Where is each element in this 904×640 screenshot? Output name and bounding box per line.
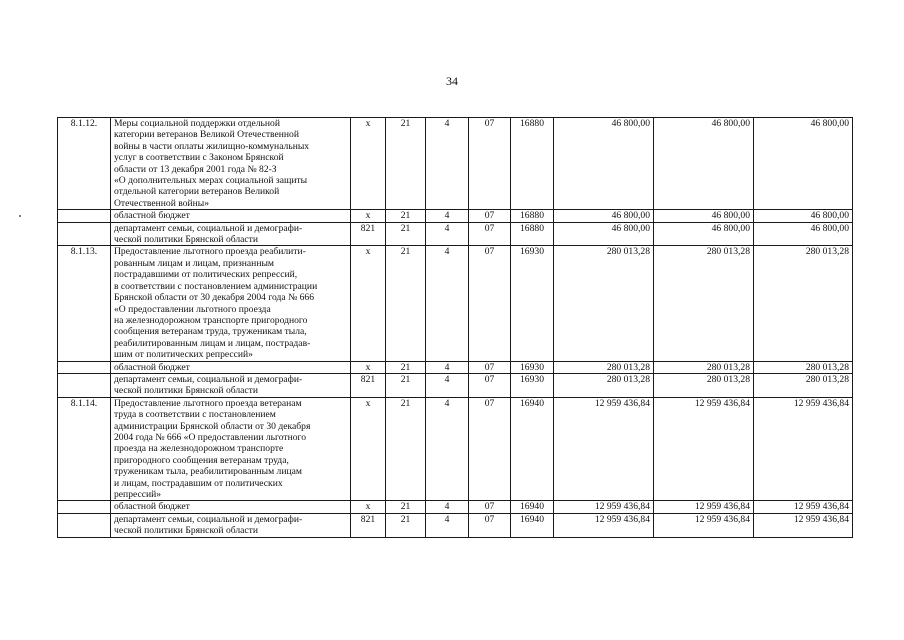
code-item: 16940 — [511, 513, 554, 537]
amount-1: 46 800,00 — [554, 118, 654, 210]
code-target: 07 — [469, 210, 511, 222]
budget-table-body — [58, 118, 853, 538]
amount-3: 46 800,00 — [754, 210, 853, 222]
amount-1: 46 800,00 — [554, 222, 654, 246]
row-index: 8.1.13. — [58, 246, 111, 361]
amount-3: 280 013,28 — [754, 373, 853, 397]
code-admin: 821 — [351, 373, 386, 397]
row-description — [111, 361, 351, 373]
table-row — [58, 118, 853, 210]
description-line: «О предоставлении льготного проезда — [114, 303, 271, 315]
row-description — [111, 373, 351, 397]
code-section: 21 — [386, 373, 426, 397]
row-description — [111, 513, 351, 537]
code-item: 16930 — [511, 373, 554, 397]
code-subsection: 4 — [426, 501, 469, 513]
description-line: отдельной категории ветеранов Великой — [114, 186, 280, 198]
description-line: репрессий» — [114, 489, 162, 500]
description-line: департамент семьи, социальной и демографи- — [114, 222, 303, 234]
amount-2: 12 959 436,84 — [654, 501, 754, 513]
code-section: 21 — [386, 501, 426, 513]
description-line: услуг в соответствии с Законом Брянской — [114, 152, 284, 164]
description-line: департамент семьи, социальной и демографи- — [114, 373, 303, 385]
code-subsection: 4 — [426, 397, 469, 501]
row-index: 8.1.14. — [58, 397, 111, 501]
row-index — [58, 210, 111, 222]
amount-1: 280 013,28 — [554, 246, 654, 361]
description-line: Отечественной войны» — [114, 197, 210, 209]
amount-3: 46 800,00 — [754, 222, 853, 246]
description-line: пригородного сообщения ветеранам труда, — [114, 454, 289, 466]
code-section: 21 — [386, 210, 426, 222]
description-line: в соответствии с постановлением администрации — [114, 280, 318, 292]
table-row — [58, 222, 853, 246]
description-line: войны в части оплаты жилищно-коммунальных — [114, 140, 310, 152]
amount-2: 12 959 436,84 — [654, 513, 754, 537]
code-section: 21 — [386, 246, 426, 361]
amount-1: 280 013,28 — [554, 361, 654, 373]
code-admin: х — [351, 246, 386, 361]
amount-1: 12 959 436,84 — [554, 501, 654, 513]
code-admin: х — [351, 501, 386, 513]
table-row — [58, 397, 853, 501]
row-index — [58, 513, 111, 537]
code-item: 16880 — [511, 210, 554, 222]
code-admin: х — [351, 118, 386, 210]
code-target: 07 — [469, 118, 511, 210]
code-target: 07 — [469, 373, 511, 397]
description-line: департамент семьи, социальной и демографи- — [114, 513, 303, 525]
code-subsection: 4 — [426, 222, 469, 246]
description-line: администрации Брянской области от 30 декабря — [114, 420, 311, 432]
code-section: 21 — [386, 513, 426, 537]
description-line: «О дополнительных мерах социальной защиты — [114, 175, 308, 187]
code-section: 21 — [386, 118, 426, 210]
row-description — [111, 501, 351, 513]
amount-3: 280 013,28 — [754, 246, 853, 361]
description-line: области от 13 декабря 2001 года № 82-З — [114, 163, 277, 175]
description-line: Предоставление льготного проезда ветеранам — [114, 397, 302, 409]
description-line: труженикам тыла, реабилитированным лицам — [114, 466, 302, 478]
table-row — [58, 501, 853, 513]
amount-2: 12 959 436,84 — [654, 397, 754, 501]
amount-2: 46 800,00 — [654, 210, 754, 222]
description-line: Меры социальной поддержки отдельной — [114, 118, 280, 129]
amount-1: 12 959 436,84 — [554, 513, 654, 537]
code-target: 07 — [469, 513, 511, 537]
amount-3: 12 959 436,84 — [754, 501, 853, 513]
description-line: сообщения ветеранам труда, труженикам тыла, — [114, 326, 307, 338]
row-description — [111, 222, 351, 246]
description-line: областной бюджет — [114, 361, 190, 373]
code-subsection: 4 — [426, 118, 469, 210]
description-line: труда в соответствии с постановлением — [114, 409, 276, 421]
amount-2: 46 800,00 — [654, 118, 754, 210]
amount-2: 280 013,28 — [654, 246, 754, 361]
table-row — [58, 210, 853, 222]
code-admin: 821 — [351, 513, 386, 537]
table-row — [58, 246, 853, 361]
amount-2: 280 013,28 — [654, 361, 754, 373]
scan-speck — [19, 215, 21, 217]
code-target: 07 — [469, 222, 511, 246]
amount-2: 46 800,00 — [654, 222, 754, 246]
code-admin: х — [351, 210, 386, 222]
code-subsection: 4 — [426, 373, 469, 397]
description-line: рованным лицам и лицам, признанным — [114, 257, 274, 269]
description-line: 2004 года № 666 «О предоставлении льготного — [114, 431, 307, 443]
amount-3: 46 800,00 — [754, 118, 853, 210]
amount-1: 46 800,00 — [554, 210, 654, 222]
description-line: и лицам, пострадавшим от политических — [114, 477, 283, 489]
description-line: ческой политики Брянской области — [114, 234, 259, 246]
code-target: 07 — [469, 361, 511, 373]
code-target: 07 — [469, 501, 511, 513]
row-index — [58, 361, 111, 373]
description-line: пострадавшими от политических репрессий, — [114, 269, 298, 281]
code-item: 16880 — [511, 222, 554, 246]
table-row — [58, 373, 853, 397]
code-item: 16930 — [511, 246, 554, 361]
code-item: 16940 — [511, 501, 554, 513]
code-subsection: 4 — [426, 361, 469, 373]
table-row — [58, 361, 853, 373]
code-target: 07 — [469, 246, 511, 361]
amount-3: 280 013,28 — [754, 361, 853, 373]
description-line: ческой политики Брянской области — [114, 385, 259, 397]
description-line: на железнодорожном транспорте пригородного — [114, 314, 308, 326]
description-line: реабилитированным лицам и лицам, пострадав- — [114, 337, 311, 349]
amount-3: 12 959 436,84 — [754, 513, 853, 537]
description-line: Предоставление льготного проезда реабилити- — [114, 246, 306, 258]
description-line: областной бюджет — [114, 501, 190, 513]
row-index: 8.1.12. — [58, 118, 111, 210]
code-subsection: 4 — [426, 246, 469, 361]
description-line: областной бюджет — [114, 210, 190, 222]
row-description — [111, 118, 351, 210]
code-section: 21 — [386, 222, 426, 246]
row-description — [111, 397, 351, 501]
row-index — [58, 501, 111, 513]
budget-table — [57, 117, 853, 538]
description-line: категории ветеранов Великой Отечественной — [114, 129, 299, 141]
code-subsection: 4 — [426, 210, 469, 222]
row-index — [58, 222, 111, 246]
code-item: 16940 — [511, 397, 554, 501]
row-description — [111, 246, 351, 361]
code-subsection: 4 — [426, 513, 469, 537]
code-admin: х — [351, 397, 386, 501]
amount-2: 280 013,28 — [654, 373, 754, 397]
description-line: ческой политики Брянской области — [114, 525, 259, 537]
amount-1: 280 013,28 — [554, 373, 654, 397]
code-item: 16880 — [511, 118, 554, 210]
amount-3: 12 959 436,84 — [754, 397, 853, 501]
code-admin: х — [351, 361, 386, 373]
row-index — [58, 373, 111, 397]
code-admin: 821 — [351, 222, 386, 246]
code-section: 21 — [386, 397, 426, 501]
code-section: 21 — [386, 361, 426, 373]
description-line: Брянской области от 30 декабря 2004 года № 666 — [114, 292, 315, 304]
code-target: 07 — [469, 397, 511, 501]
code-item: 16930 — [511, 361, 554, 373]
page-number: 34 — [446, 74, 458, 88]
row-description — [111, 210, 351, 222]
amount-1: 12 959 436,84 — [554, 397, 654, 501]
table-row — [58, 513, 853, 537]
description-line: шим от политических репрессий» — [114, 349, 253, 361]
description-line: проезда на железнодорожном транспорте — [114, 443, 284, 455]
